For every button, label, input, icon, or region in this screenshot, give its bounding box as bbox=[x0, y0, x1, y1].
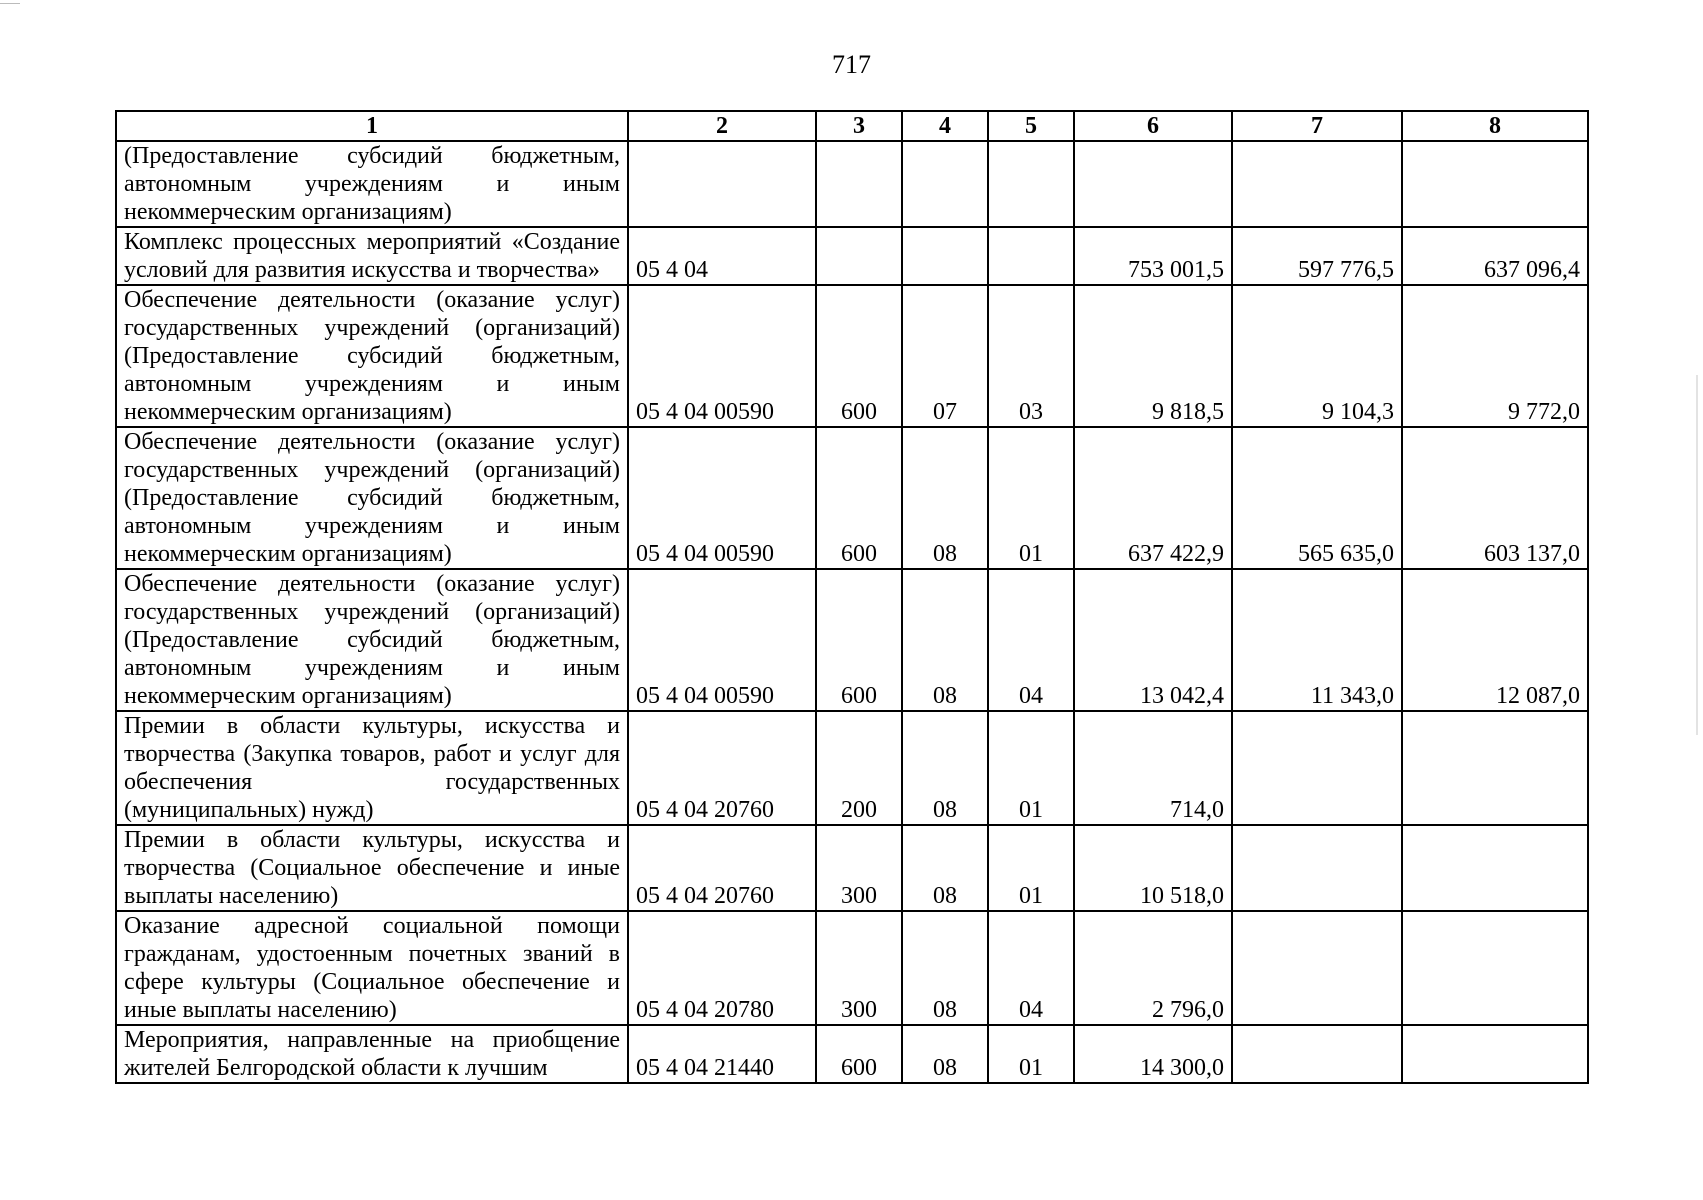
row-expense-type: 200 bbox=[816, 711, 902, 825]
row-section: 07 bbox=[902, 285, 988, 427]
header-col-2: 2 bbox=[628, 111, 816, 141]
row-amount-col6: 13 042,4 bbox=[1074, 569, 1232, 711]
row-amount-col6: 753 001,5 bbox=[1074, 227, 1232, 285]
row-amount-col8 bbox=[1402, 1025, 1588, 1083]
row-name: Премии в области культуры, искусства и творчества (Закупка товаров, работ и услуг для обеспечения государственных (муниципальных) нужд) bbox=[116, 711, 628, 825]
scan-edge-mark bbox=[1696, 375, 1698, 735]
row-section: 08 bbox=[902, 825, 988, 911]
row-target-article: 05 4 04 21440 bbox=[628, 1025, 816, 1083]
row-amount-col6: 14 300,0 bbox=[1074, 1025, 1232, 1083]
row-subsection: 01 bbox=[988, 711, 1074, 825]
row-amount-col8: 603 137,0 bbox=[1402, 427, 1588, 569]
row-expense-type: 600 bbox=[816, 569, 902, 711]
header-col-6: 6 bbox=[1074, 111, 1232, 141]
row-subsection: 01 bbox=[988, 427, 1074, 569]
header-col-5: 5 bbox=[988, 111, 1074, 141]
table-row bbox=[116, 227, 1588, 285]
row-subsection bbox=[988, 141, 1074, 227]
row-amount-col7 bbox=[1232, 1025, 1402, 1083]
table-row bbox=[116, 285, 1588, 427]
row-amount-col7 bbox=[1232, 711, 1402, 825]
row-expense-type bbox=[816, 141, 902, 227]
header-col-3: 3 bbox=[816, 111, 902, 141]
row-amount-col8: 637 096,4 bbox=[1402, 227, 1588, 285]
row-name: Обеспечение деятельности (оказание услуг) государственных учреждений (организаций) (Предоставление субсидий бюджетным, автономным учреждениям и иным некоммерческим организациям) bbox=[116, 569, 628, 711]
row-amount-col8 bbox=[1402, 141, 1588, 227]
row-expense-type bbox=[816, 227, 902, 285]
row-amount-col8: 9 772,0 bbox=[1402, 285, 1588, 427]
row-target-article: 05 4 04 00590 bbox=[628, 427, 816, 569]
row-subsection: 01 bbox=[988, 825, 1074, 911]
row-section: 08 bbox=[902, 911, 988, 1025]
row-amount-col7: 597 776,5 bbox=[1232, 227, 1402, 285]
scan-corner-mark bbox=[0, 3, 20, 4]
table-row bbox=[116, 1025, 1588, 1083]
row-amount-col7: 9 104,3 bbox=[1232, 285, 1402, 427]
table-row bbox=[116, 711, 1588, 825]
header-col-4: 4 bbox=[902, 111, 988, 141]
row-amount-col8 bbox=[1402, 911, 1588, 1025]
row-expense-type: 600 bbox=[816, 285, 902, 427]
header-col-8: 8 bbox=[1402, 111, 1588, 141]
row-target-article: 05 4 04 bbox=[628, 227, 816, 285]
row-subsection: 01 bbox=[988, 1025, 1074, 1083]
table-row bbox=[116, 141, 1588, 227]
row-amount-col6: 2 796,0 bbox=[1074, 911, 1232, 1025]
page-number: 717 bbox=[832, 50, 871, 79]
row-name: Обеспечение деятельности (оказание услуг) государственных учреждений (организаций) (Предоставление субсидий бюджетным, автономным учреждениям и иным некоммерческим организациям) bbox=[116, 427, 628, 569]
row-name: (Предоставление субсидий бюджетным, автономным учреждениям и иным некоммерческим организациям) bbox=[116, 141, 628, 227]
table-row bbox=[116, 825, 1588, 911]
row-subsection: 03 bbox=[988, 285, 1074, 427]
row-amount-col7 bbox=[1232, 141, 1402, 227]
header-col-7: 7 bbox=[1232, 111, 1402, 141]
row-amount-col8 bbox=[1402, 825, 1588, 911]
row-amount-col7 bbox=[1232, 825, 1402, 911]
row-name: Оказание адресной социальной помощи гражданам, удостоенным почетных званий в сфере культуры (Социальное обеспечение и иные выплаты населению) bbox=[116, 911, 628, 1025]
row-expense-type: 300 bbox=[816, 825, 902, 911]
row-name: Обеспечение деятельности (оказание услуг) государственных учреждений (организаций) (Предоставление субсидий бюджетным, автономным учреждениям и иным некоммерческим организациям) bbox=[116, 285, 628, 427]
row-target-article bbox=[628, 141, 816, 227]
row-subsection: 04 bbox=[988, 911, 1074, 1025]
budget-table bbox=[115, 110, 1589, 1084]
row-section bbox=[902, 227, 988, 285]
row-amount-col6: 714,0 bbox=[1074, 711, 1232, 825]
row-amount-col6 bbox=[1074, 141, 1232, 227]
row-section: 08 bbox=[902, 569, 988, 711]
row-target-article: 05 4 04 20760 bbox=[628, 711, 816, 825]
row-expense-type: 600 bbox=[816, 427, 902, 569]
row-target-article: 05 4 04 20760 bbox=[628, 825, 816, 911]
row-section bbox=[902, 141, 988, 227]
row-subsection bbox=[988, 227, 1074, 285]
header-row bbox=[116, 111, 1588, 141]
row-amount-col6: 10 518,0 bbox=[1074, 825, 1232, 911]
row-amount-col7: 11 343,0 bbox=[1232, 569, 1402, 711]
row-expense-type: 300 bbox=[816, 911, 902, 1025]
row-amount-col8 bbox=[1402, 711, 1588, 825]
row-amount-col6: 9 818,5 bbox=[1074, 285, 1232, 427]
table-row bbox=[116, 427, 1588, 569]
row-name: Мероприятия, направленные на приобщение жителей Белгородской области к лучшим bbox=[116, 1025, 628, 1083]
row-amount-col7 bbox=[1232, 911, 1402, 1025]
row-target-article: 05 4 04 00590 bbox=[628, 569, 816, 711]
table-row bbox=[116, 569, 1588, 711]
row-target-article: 05 4 04 00590 bbox=[628, 285, 816, 427]
row-expense-type: 600 bbox=[816, 1025, 902, 1083]
row-amount-col8: 12 087,0 bbox=[1402, 569, 1588, 711]
row-name: Премии в области культуры, искусства и творчества (Социальное обеспечение и иные выплаты населению) bbox=[116, 825, 628, 911]
row-amount-col7: 565 635,0 bbox=[1232, 427, 1402, 569]
row-name: Комплекс процессных мероприятий «Создание условий для развития искусства и творчества» bbox=[116, 227, 628, 285]
row-subsection: 04 bbox=[988, 569, 1074, 711]
row-target-article: 05 4 04 20780 bbox=[628, 911, 816, 1025]
row-amount-col6: 637 422,9 bbox=[1074, 427, 1232, 569]
row-section: 08 bbox=[902, 427, 988, 569]
header-col-1: 1 bbox=[116, 111, 628, 141]
row-section: 08 bbox=[902, 1025, 988, 1083]
row-section: 08 bbox=[902, 711, 988, 825]
table-row bbox=[116, 911, 1588, 1025]
